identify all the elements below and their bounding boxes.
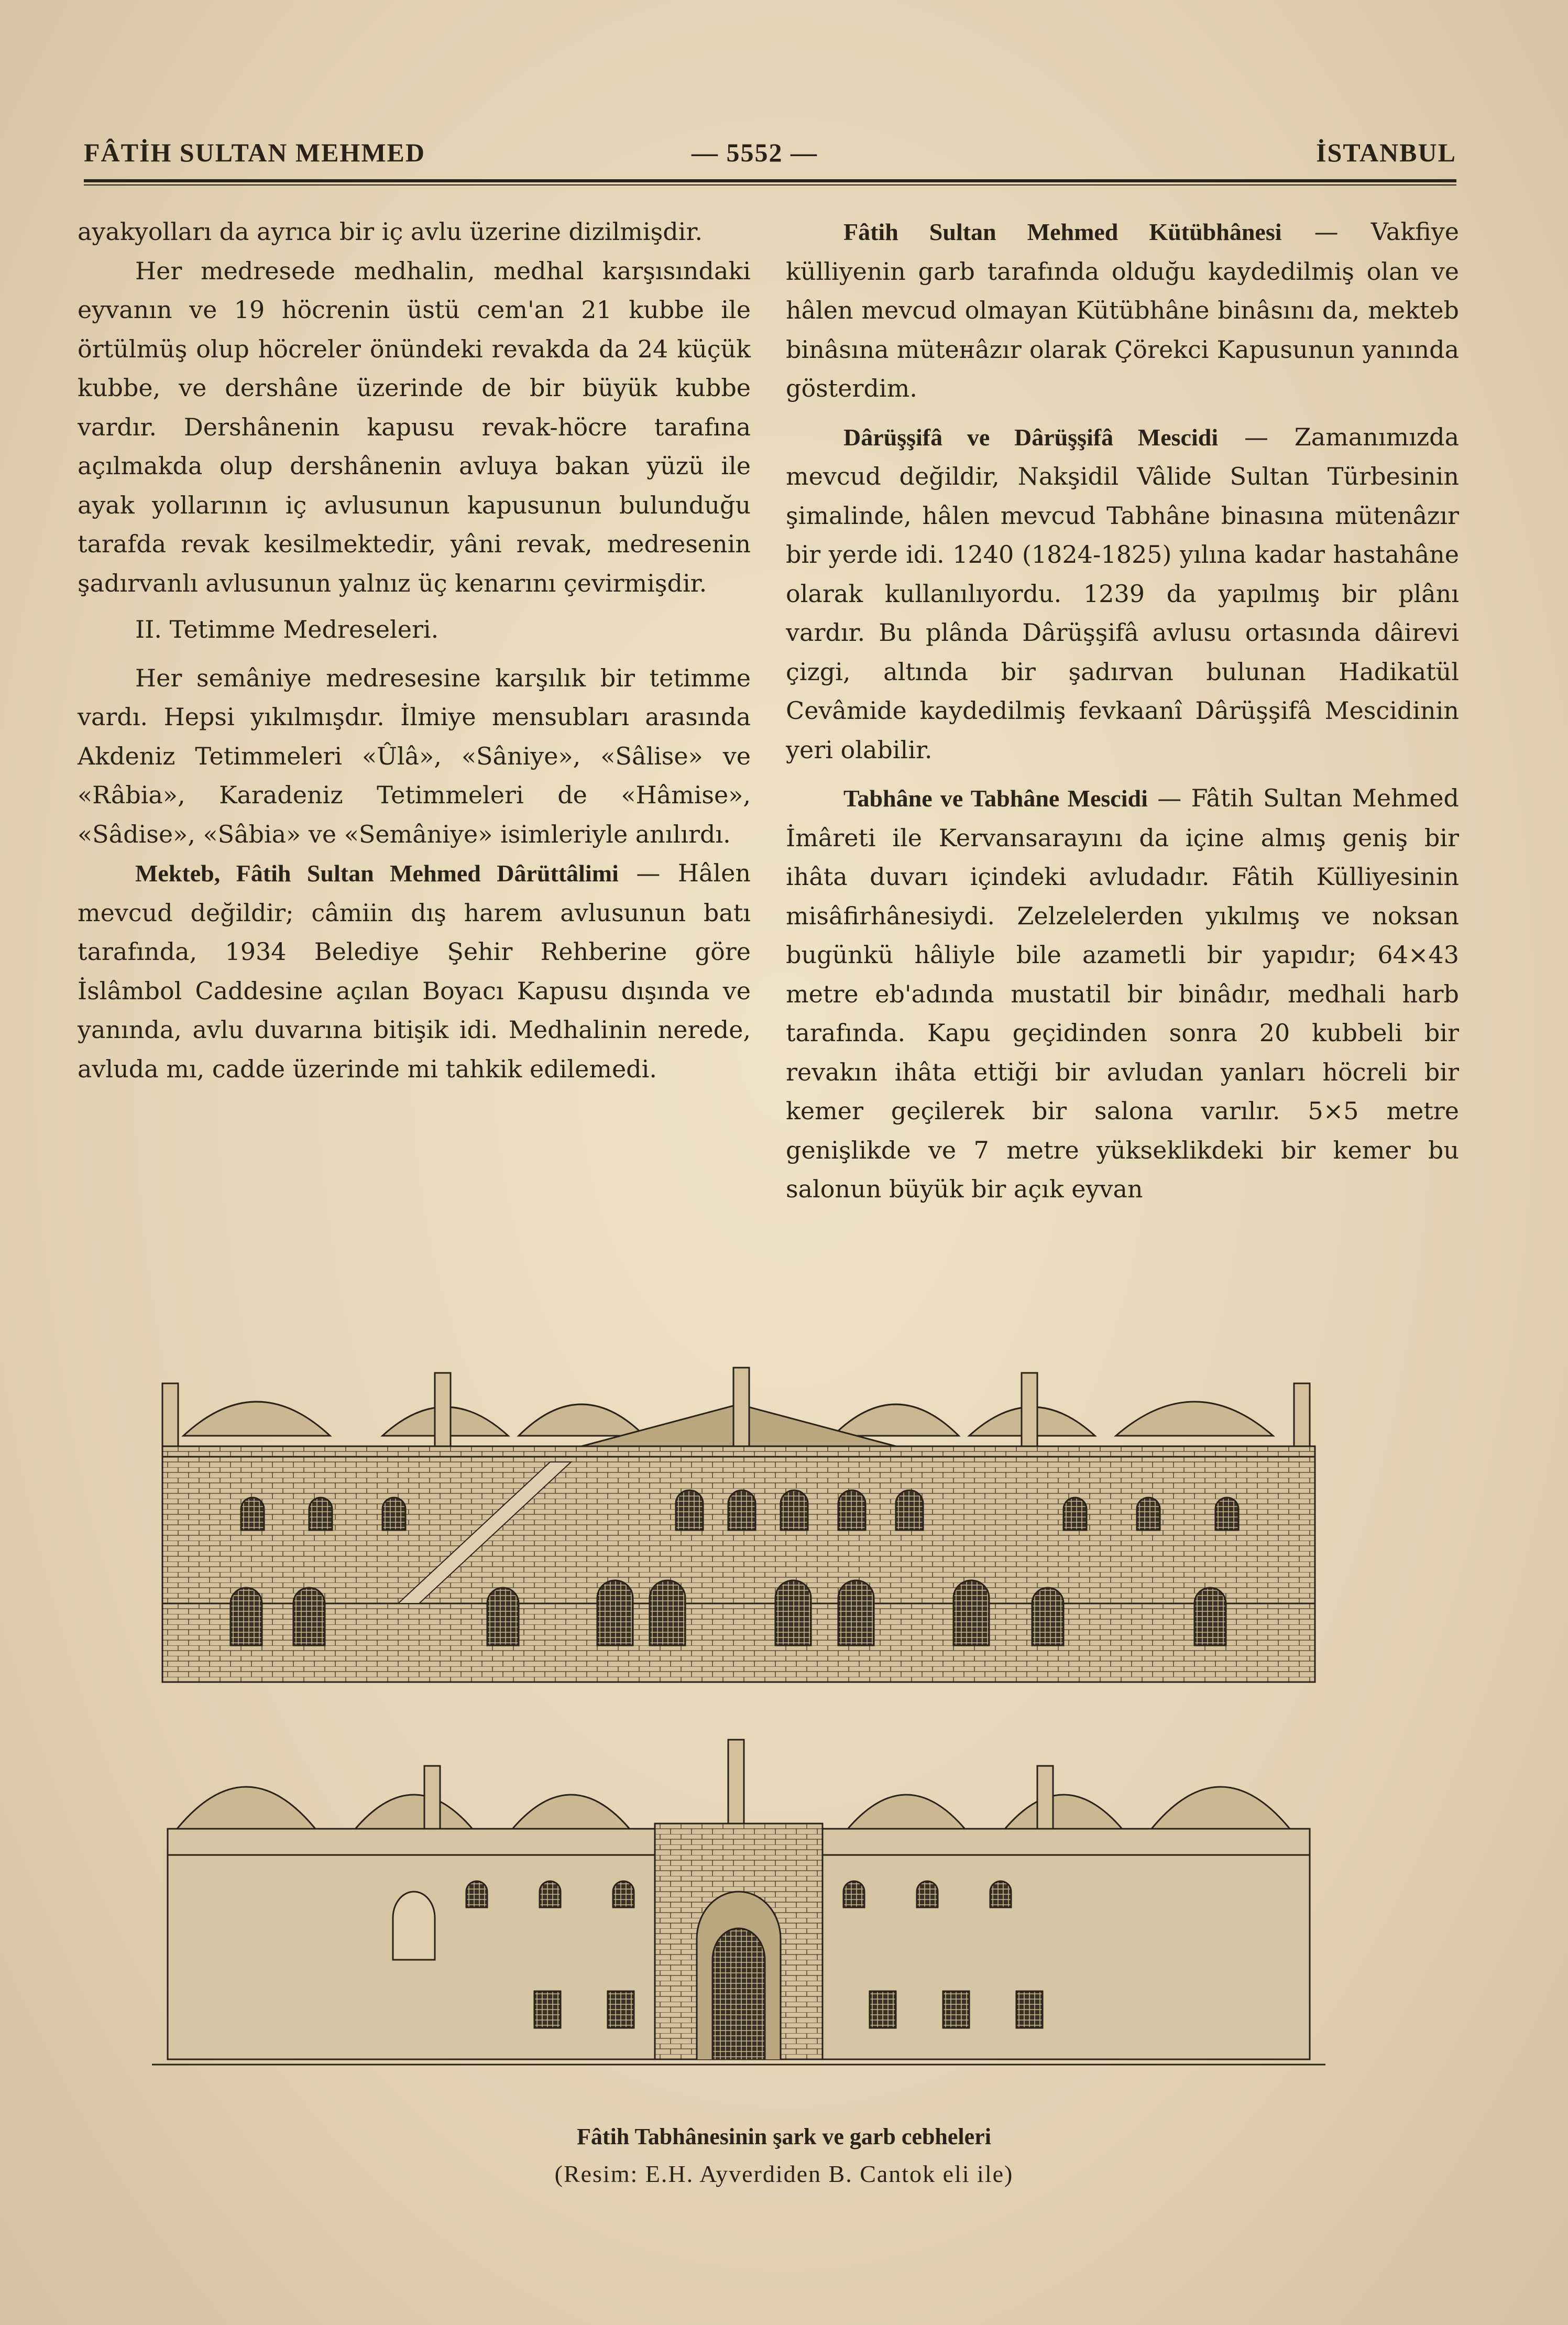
figure-caption: Fâtih Tabhânesinin şark ve garb cebheleri bbox=[577, 2124, 991, 2149]
header-title: FÂTİH SULTAN MEHMED bbox=[84, 138, 425, 167]
paragraph bbox=[786, 779, 1459, 1209]
entry-title: Tabhâne ve Tabhâne Mescidi bbox=[843, 785, 1148, 812]
paragraph: ayakyolları da ayrıca bir iç avlu üzerine dizilmişdir. bbox=[78, 217, 703, 246]
paragraph: Her medresede medhalin, medhal karşısındaki eyvanın ve 19 höcrenin üstü cem'an 21 kubbe ile örtülmüş olup höcreler önündeki revakda da 24 küçük kubbe, ve dershâne üzerinde de bir büyük kubbe vardır. Dershânenin kapusu revak-höcre tarafına açılmakda olup dershânenin avluya bakan yüzü ile ayak yollarının iç avlusunun kapusunun bulunduğu tarafda revak kesilmektedir, yâni revak, medresenin şadırvanlı avlusunun yalnız üç kenarını çevirmişdir. bbox=[78, 256, 751, 597]
entry-title: Dârüşşifâ ve Dârüşşifâ Mescidi bbox=[843, 423, 1219, 451]
entry-text: — Zamanımızda mevcud değildir, Nakşidil Vâlide Sultan Türbesinin şimalinde, hâlen mevcud Tabhâne binasına mütenâzır bir yerde idi. 1240 (1824-1825) yılına kadar hastahâne olarak kullanılıyordu. 1239 da yapılmış bir plânı vardır. Bu plânda Dârüşşifâ avlusu ortasında dâirevi çizgi, altında bir şadırvan bulunan Hadikatül Cevâmide kaydedilmiş fevkaanî Dârüşşifâ Mescidinin yeri olabilir. bbox=[786, 422, 1459, 764]
right-column bbox=[786, 212, 1459, 1209]
section-heading: II. Tetimme Medreseleri. bbox=[135, 615, 439, 643]
running-header bbox=[84, 137, 1456, 174]
paragraph bbox=[786, 212, 1459, 408]
left-column bbox=[78, 212, 751, 1088]
building-elevation-illustration bbox=[152, 1331, 1325, 2096]
header-rule bbox=[84, 179, 1456, 182]
entry-text: — Fâtih Sultan Mehmed İmâreti ile Kervansarayını da içine almış geniş bir ihâta duvarı içindeki avludadır. Fâtih Külliyesinin misâfirhânesiydi. Zelzelelerden yıkılmış ve noksan bugünkü hâliyle bile azametli bir yapıdır; 64×43 metre eb'adında mustatil bir binâdır, medhali harb tarafında. Kapu geçidinden sonra 20 kubbeli bir revakın ihâta ettiği bir avludan yanları höcreli bir kemer geçilerek bir salona varılır. 5×5 metre genişlikde ve 7 metre yükseklikdeki bir kemer bu salonun büyük bir açık eyvan bbox=[786, 784, 1460, 1203]
west-facade bbox=[168, 1740, 1310, 2059]
paragraph bbox=[78, 854, 751, 1088]
entry-title: Fâtih Sultan Mehmed Kütübhânesi bbox=[843, 219, 1282, 245]
entry-title: Mekteb, Fâtih Sultan Mehmed Dârüttâlimi bbox=[135, 860, 619, 887]
figure-credit: (Resim: E.H. Ayverdiden B. Cantok eli ile) bbox=[554, 2160, 1014, 2187]
page-number: — 5552 — bbox=[692, 138, 818, 167]
paragraph bbox=[786, 418, 1459, 770]
entry-text: — Hâlen mevcud değildir; câmiin dış harem avlusunun batı tarafında, 1934 Belediye Şehir Rehberine göre İslâmbol Caddesine açılan Boyacı Kapusu dışında ve yanında, avlu duvarına bitişik idi. Medhalinin nerede, avluda mı, cadde üzerinde mi tahkik edilemedi. bbox=[78, 859, 751, 1083]
entry-text: — Vakfiye külliyenin garb tarafında olduğu kaydedilmiş olan ve hâlen mevcud olmayan Kütübhâne binâsını da, mekteb binâsına müteнâzır olarak Çörekci Kapusunun yanında gösterdim. bbox=[786, 217, 1459, 402]
header-section: İSTANBUL bbox=[1316, 138, 1456, 167]
paragraph: Her semâniye medresesine karşılık bir tetimme vardı. Hepsi yıkılmışdır. İlmiye mensubları arasında Akdeniz Tetimmeleri «Ûlâ», «Sâniye», «Sâlise» ve «Râbia», Karadeniz Tetimmeleri de «Hâmise», «Sâdise», «Sâbia» ve «Semâniye» isimleriyle anılırdı. bbox=[78, 663, 751, 848]
header-rule-thin bbox=[84, 184, 1456, 185]
